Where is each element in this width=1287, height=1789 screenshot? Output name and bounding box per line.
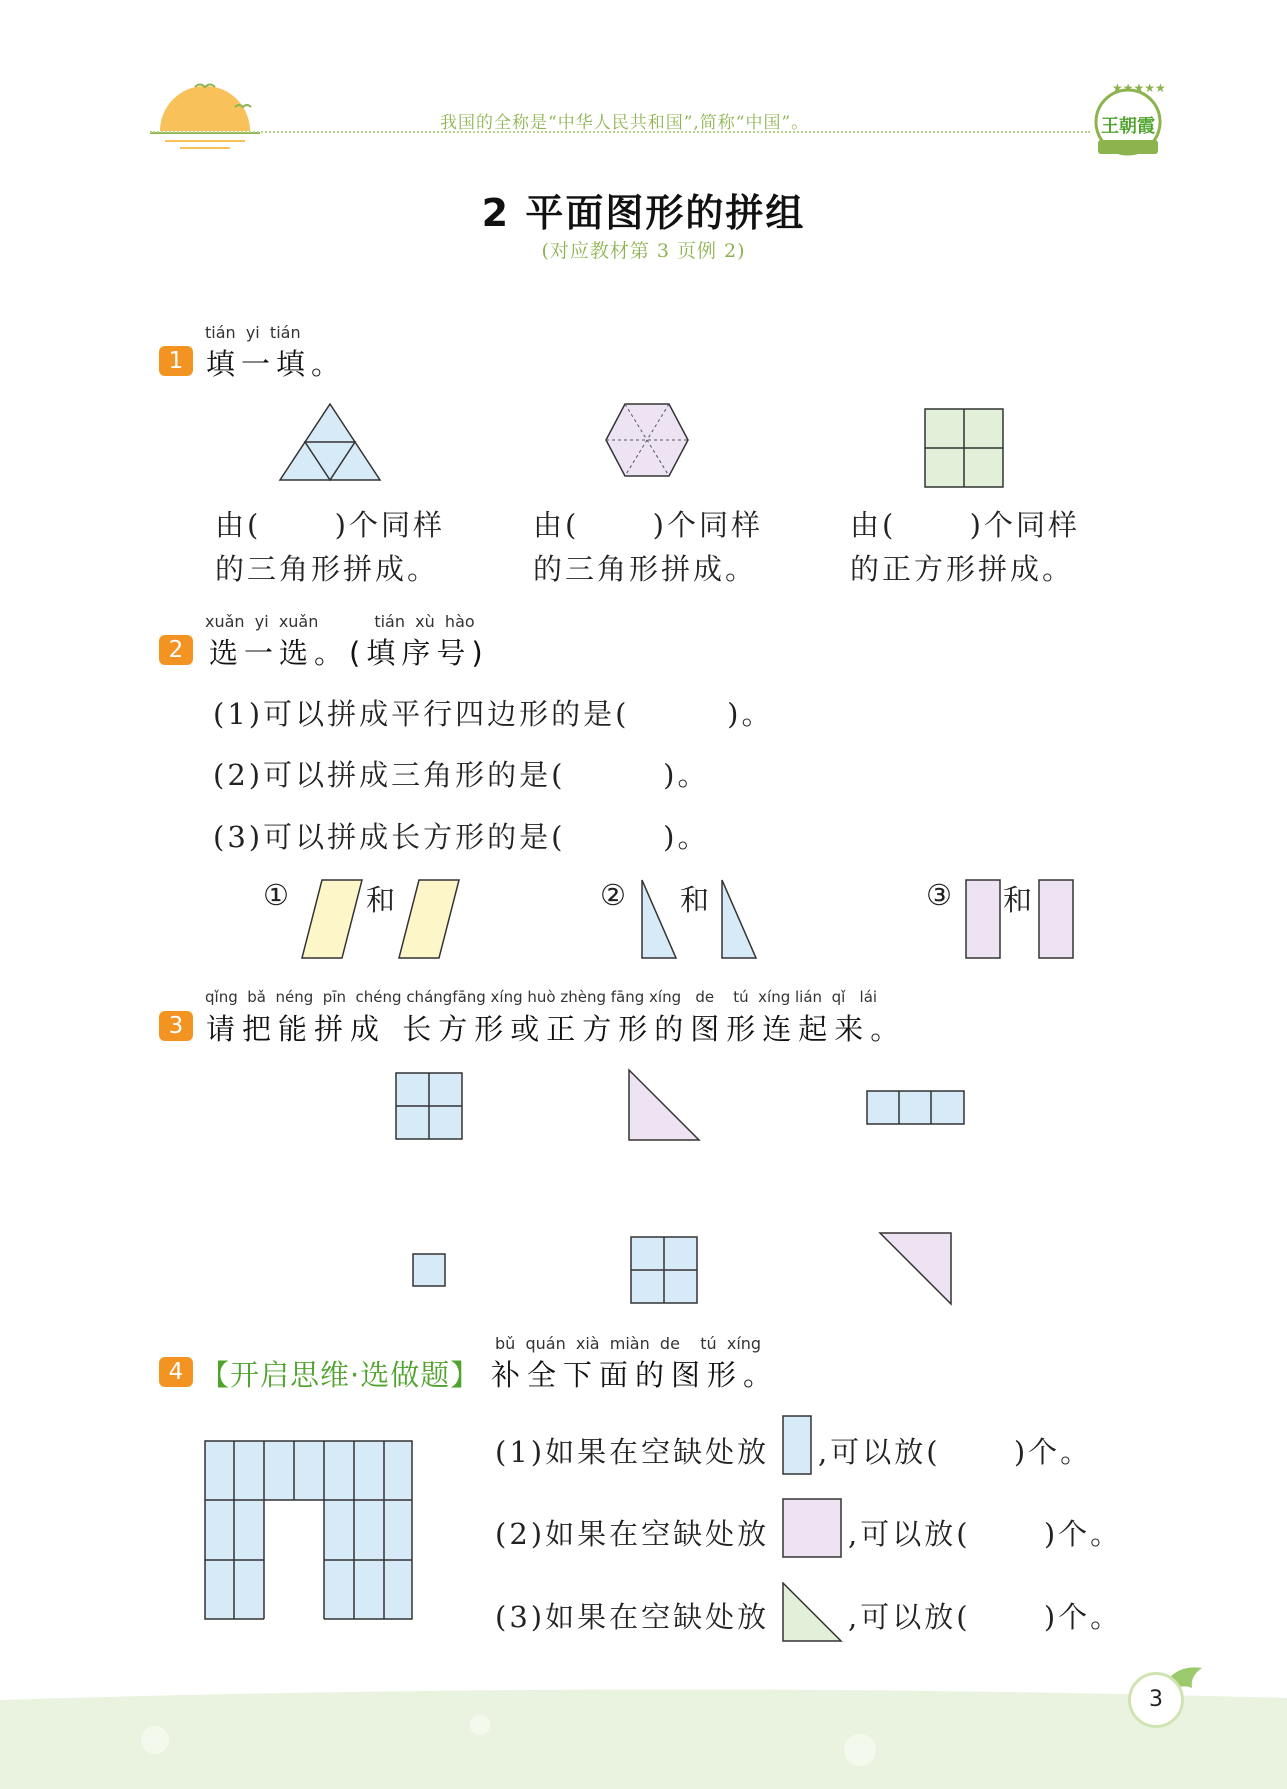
square-puzzle-figure <box>924 408 1004 488</box>
right-triangle-pair-figure <box>640 878 760 960</box>
q3-shape-triangle-purple-top[interactable] <box>627 1068 701 1142</box>
q4-number-badge: 4 <box>159 1357 193 1387</box>
q1-title: 填一填。 <box>206 347 347 381</box>
q2-option-1-and: 和 <box>366 883 399 917</box>
q3-pinyin: qǐng bǎ néng pīn chéng chángfāng xíng huò zhèng fāng xíng de tú xíng lián qǐ lái <box>205 988 878 1006</box>
page-title: 2 平面图形的拼组 <box>481 191 806 235</box>
q2-line-3: (3)可以拼成长方形的是( )。 <box>213 820 710 854</box>
incomplete-grid-figure <box>204 1440 416 1622</box>
q3-title: 请把能拼成 长方形或正方形的图形连起来。 <box>206 1012 907 1046</box>
q3-shape-triangle-purple-bottom[interactable] <box>878 1231 953 1306</box>
tall-rectangle-icon <box>782 1415 814 1477</box>
q2-option-2-label: ② <box>600 878 629 912</box>
q2-line-1: (1)可以拼成平行四边形的是( )。 <box>213 697 774 731</box>
brand-logo <box>1090 78 1166 162</box>
q2-option-3-label: ③ <box>926 878 955 912</box>
q4-line-2-prefix: (2)如果在空缺处放 <box>495 1517 770 1551</box>
q4-bracket-title: 【开启思维·选做题】 <box>200 1358 481 1392</box>
square-icon <box>782 1498 844 1560</box>
q1-item-1-line1: 由( )个同样 <box>215 508 445 542</box>
hexagon-puzzle-figure <box>604 402 690 478</box>
logo-text: 王朝霞 <box>1101 116 1155 137</box>
q4-line-2-suffix: ,可以放( )个。 <box>848 1517 1123 1551</box>
q2-option-3-and: 和 <box>1003 883 1036 917</box>
q3-shape-four-squares-bottom[interactable] <box>630 1236 700 1306</box>
q3-number-badge: 3 <box>159 1011 193 1041</box>
q4-line-1-suffix: ,可以放( )个。 <box>818 1435 1093 1469</box>
triangle-puzzle-figure <box>278 402 383 482</box>
q1-item-3-line1: 由( )个同样 <box>850 508 1080 542</box>
q2-option-2-and: 和 <box>680 883 713 917</box>
svg-text:★★★★★: ★★★★★ <box>1112 81 1166 95</box>
q4-title: 补全下面的图形。 <box>491 1358 780 1392</box>
q2-pinyin: xuǎn yi xuǎn tián xù hào <box>205 612 475 631</box>
q1-item-2-line1: 由( )个同样 <box>533 508 763 542</box>
q3-shape-four-squares-top[interactable] <box>395 1072 465 1142</box>
q4-pinyin: bǔ quán xià miàn de tú xíng <box>495 1334 762 1353</box>
q3-shape-small-square[interactable] <box>412 1253 448 1289</box>
right-triangle-icon <box>782 1582 844 1644</box>
q1-item-2-line2: 的三角形拼成。 <box>533 552 758 586</box>
q2-title: 选一选。(填序号) <box>209 636 489 670</box>
sunset-decoration <box>150 75 260 155</box>
q2-number-badge: 2 <box>159 635 193 665</box>
q2-option-1-label: ① <box>263 878 292 912</box>
q1-pinyin: tián yi tián <box>205 323 301 342</box>
parallelogram-pair-figure <box>300 878 465 960</box>
q3-shape-three-squares-row[interactable] <box>866 1090 966 1126</box>
q4-line-1-prefix: (1)如果在空缺处放 <box>495 1435 770 1469</box>
q1-item-1-line2: 的三角形拼成。 <box>215 552 440 586</box>
rectangle-pair-figure <box>964 878 1076 960</box>
page-subtitle: (对应教材第 3 页例 2) <box>541 240 746 262</box>
header-motto: 我国的全称是“中华人民共和国”,简称“中国”。 <box>440 113 810 133</box>
page-number: 3 <box>1128 1672 1184 1728</box>
q2-line-2: (2)可以拼成三角形的是( )。 <box>213 758 710 792</box>
q1-number-badge: 1 <box>159 346 193 376</box>
q4-line-3-prefix: (3)如果在空缺处放 <box>495 1600 770 1634</box>
q4-line-3-suffix: ,可以放( )个。 <box>848 1600 1123 1634</box>
footer-background <box>0 1680 1287 1789</box>
q1-item-3-line2: 的正方形拼成。 <box>850 552 1075 586</box>
